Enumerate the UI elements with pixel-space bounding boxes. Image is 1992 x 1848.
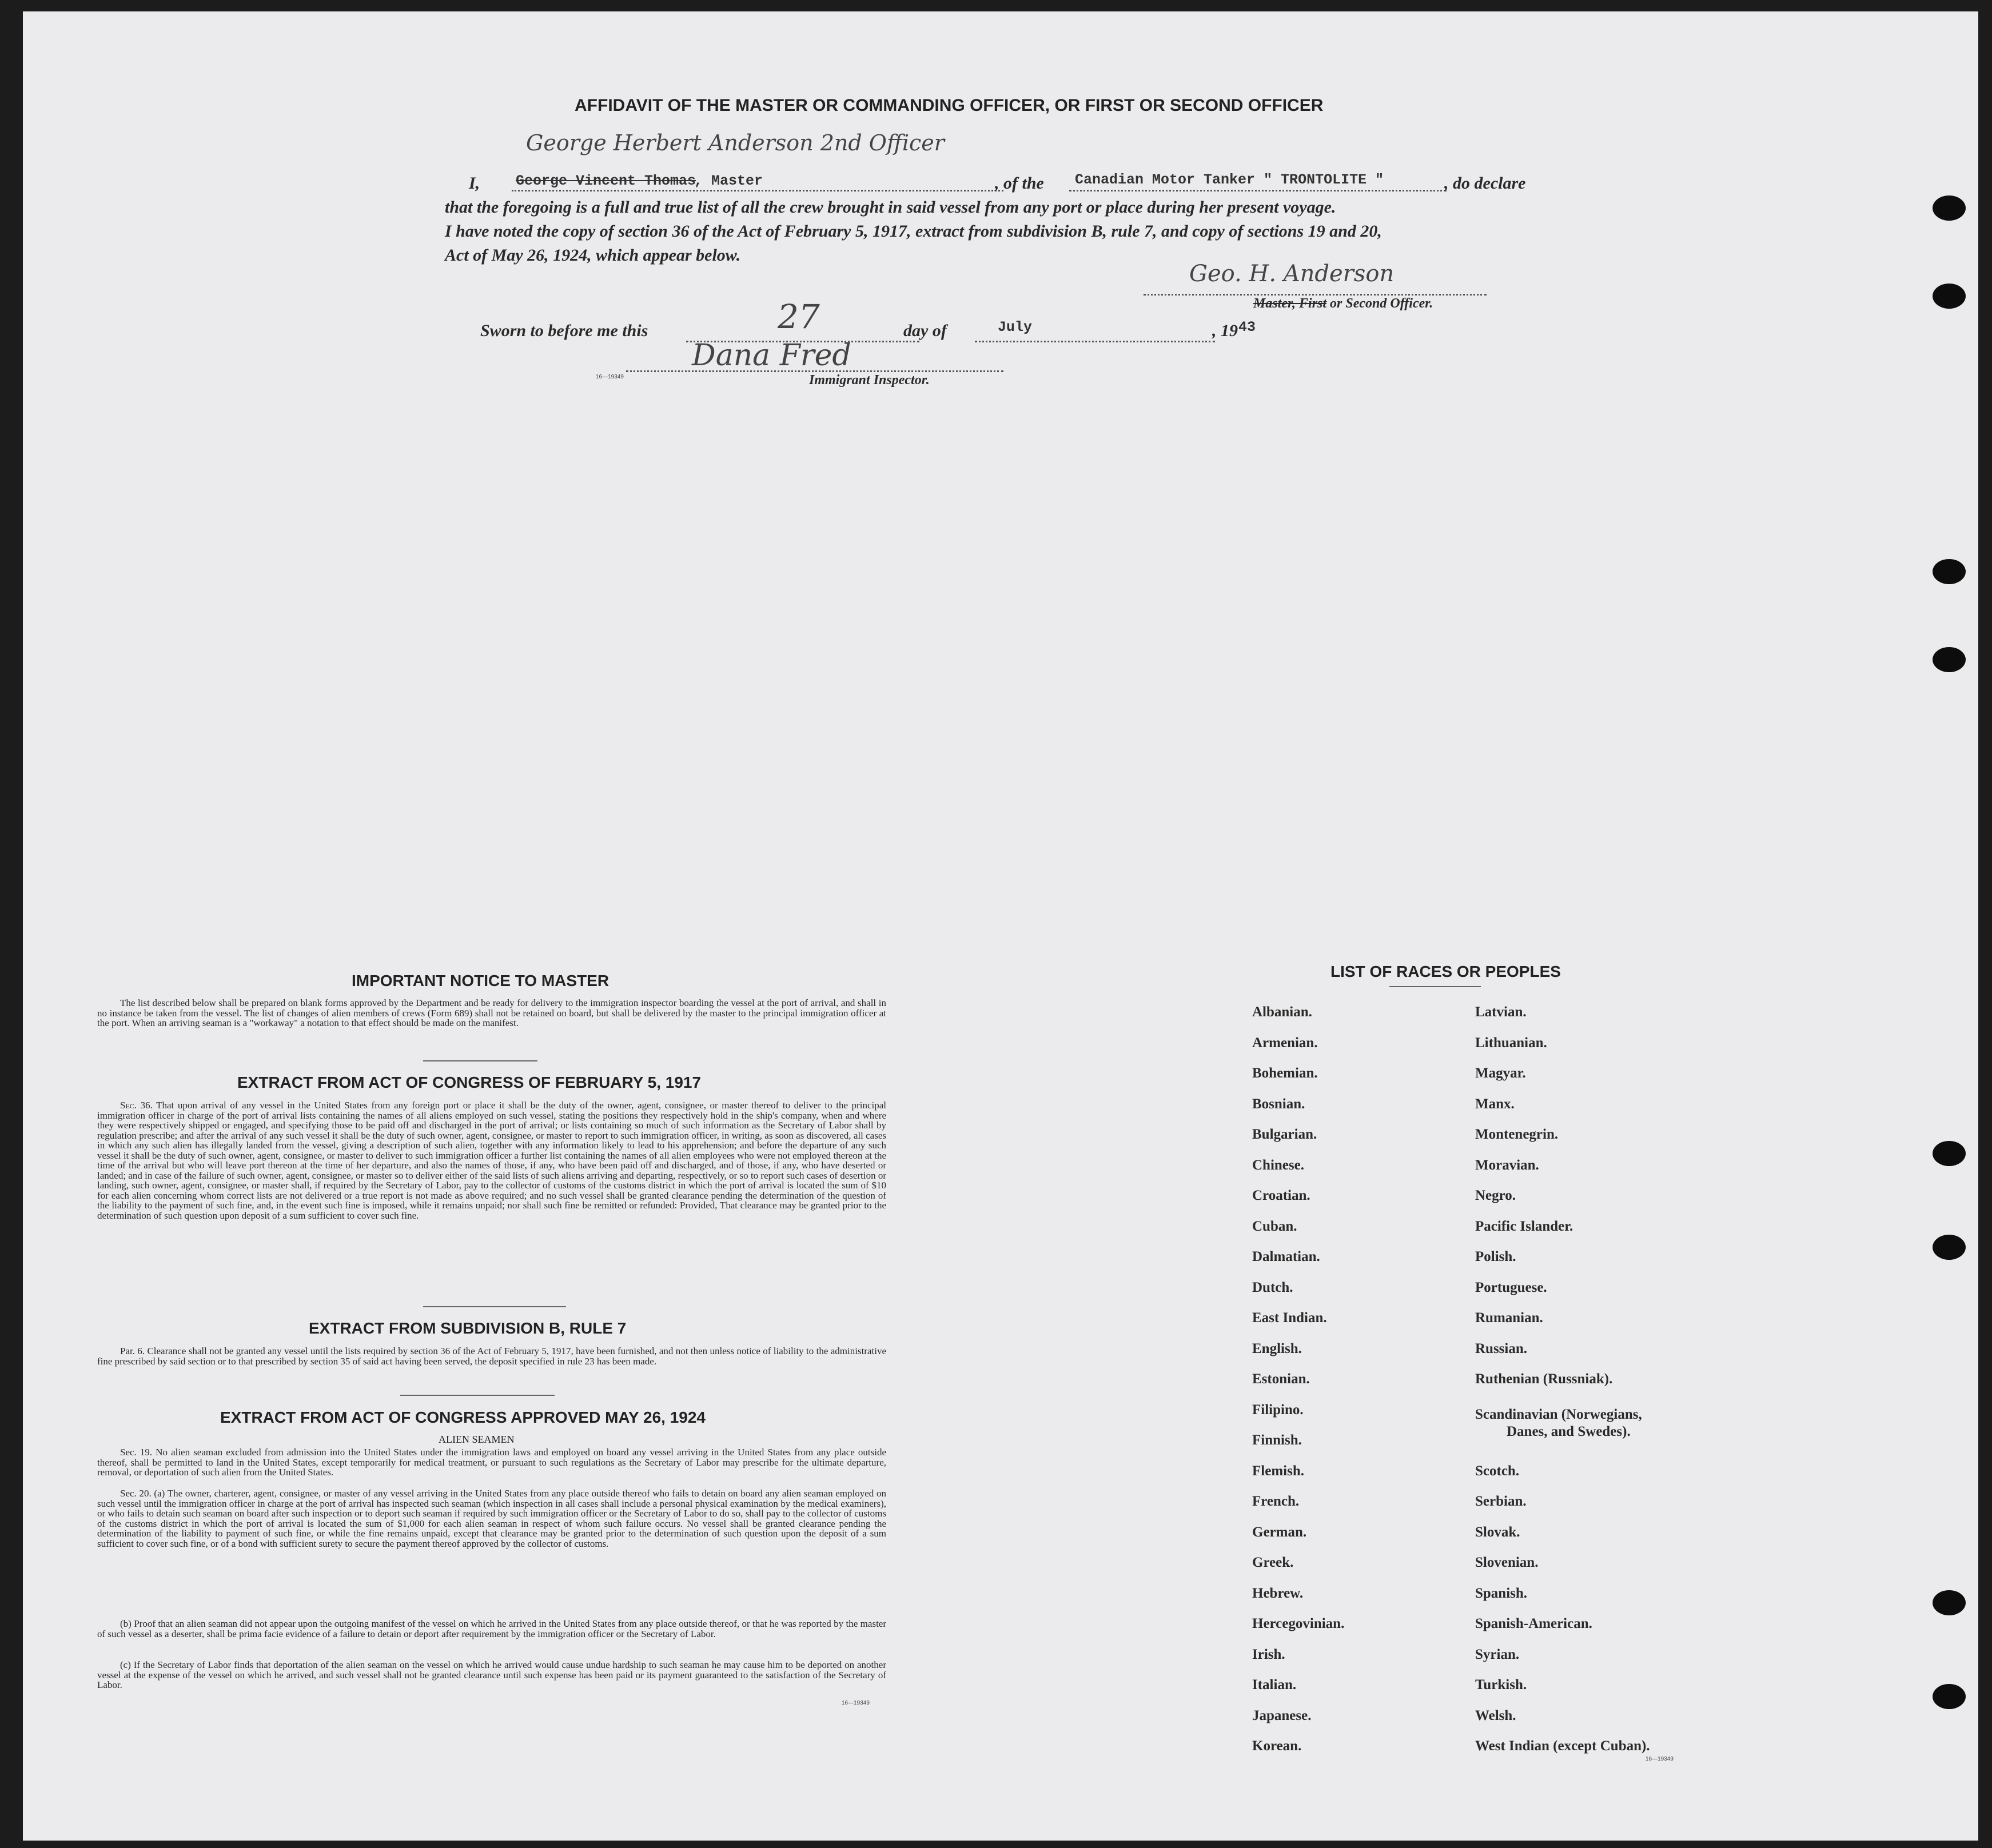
race-item: French. xyxy=(1252,1494,1300,1509)
do-declare-label: , do declare xyxy=(1444,174,1526,193)
sec-36-text: That upon arrival of any vessel in the United States from any foreign port or place it shall be the duty of the owner, agent, consignee, or master thereof to deliver to the principal immigration officer in charge of the port of arrival lists containing the names of all aliens employed on such vessel, stating the positions they respectively hold in the ship's company, when and where they were respectively shipped or engaged, and specifying those to be paid off and discharged in the port of arrival; or lists containing so much of such information as the Secretary of Labor shall by regulation prescribe; and after the arrival of any such vessel it shall be the duty of such owner, agent, consignee, or master to report to such immigration officer, in writing, as soon as discovered, all cases in which any such alien has illegally landed from the vessel, giving a description of such alien, together with any information likely to lead to his apprehension; and before the departure of any such vessel it shall be the duty of such owner, agent, consignee, or master to deliver to such immigration officer a further list containing the names of all alien employees who were not employed thereon at the time of the arrival but who will leave port thereon at the time of her departure, and also the names of those, if any, who have been paid off and discharged, and of those, if any, who have deserted or landed; and in case of the failure of such owner, agent, consignee, or master so to deliver either of the said lists of such aliens arriving and departing, respectively, or so to report such cases of desertion or landing, such owner, agent, consignee, or master shall, if required by the Secretary of Labor, pay to the collector of customs of the customs district in which the port of arrival is located the sum of $10 for each alien concerning whom correct lists are not delivered or a true report is not made as above required; and no such vessel shall be granted clearance pending the determination of the question of the liability to the payment of such fine, and, in the event such fine is imposed, while it remains unpaid; nor shall such fine be remitted or refunded: Provided, That clearance may be granted prior to the determination of such question upon deposit of a sum sufficient to cover such fine. xyxy=(97,1100,886,1221)
divider xyxy=(423,1306,566,1307)
vessel-dotted-line xyxy=(1069,190,1447,191)
race-item: Turkish. xyxy=(1475,1677,1527,1693)
sec-36-label: Sec. 36. xyxy=(120,1100,153,1111)
race-item: Irish. xyxy=(1252,1646,1285,1662)
race-item: Negro. xyxy=(1475,1188,1516,1203)
typed-master-role: , Master xyxy=(694,173,763,189)
punch-hole xyxy=(1933,1141,1966,1166)
alien-seamen-subtitle: ALIEN SEAMEN xyxy=(439,1434,515,1445)
punch-hole xyxy=(1933,559,1966,584)
form-number: 16—19349 xyxy=(596,374,624,380)
notice-title: IMPORTANT NOTICE TO MASTER xyxy=(352,972,609,989)
race-item: Scandinavian (Norwegians, xyxy=(1475,1406,1642,1422)
inspector-signature: Dana Fred xyxy=(692,338,851,373)
race-item: Albanian. xyxy=(1252,1004,1312,1020)
act-1917-text xyxy=(97,1100,886,1220)
sec-19-text: Sec. 19. No alien seaman excluded from admission into the United States under the immigration laws and employed on board any vessel arriving in the United States from any place outside thereof, shall be permitted to land in the United States, except temporarily for medical treatment, or pursuant to such regulations as the Secretary of Labor may prescribe for the ultimate departure, removal, or deportation of such alien from the United States. xyxy=(97,1447,886,1478)
race-item: Hercegovinian. xyxy=(1252,1616,1345,1631)
race-item: Montenegrin. xyxy=(1475,1127,1559,1142)
race-item: Magyar. xyxy=(1475,1065,1526,1081)
race-item: Ruthenian (Russniak). xyxy=(1475,1371,1613,1387)
race-item: Dalmatian. xyxy=(1252,1249,1320,1264)
race-item: Manx. xyxy=(1475,1096,1515,1112)
race-item: Moravian. xyxy=(1475,1157,1539,1173)
punch-hole xyxy=(1933,1590,1966,1615)
officer-signature: Geo. H. Anderson xyxy=(1189,261,1395,287)
race-item: Bulgarian. xyxy=(1252,1127,1317,1142)
form-number: 16—19349 xyxy=(1646,1756,1674,1762)
race-item: Armenian. xyxy=(1252,1035,1318,1051)
sec-20c-text: (c) If the Secretary of Labor finds that deportation of the alien seaman on the vessel on which he arrived would cause undue hardship to such seaman he may cause him to be deported on another vessel at the expense of the vessel on which he arrived, and such vessel shall not be granted clearance until such expense has been paid or its payment guaranteed to the satisfaction of the Secretary of Labor. xyxy=(97,1659,886,1690)
affidavit-line-2: that the foregoing is a full and true list of all the crew brought in said vessel from any port or place during her present voyage. xyxy=(445,198,1336,217)
day-of-label: day of xyxy=(903,321,947,340)
signature-dotted-line xyxy=(1144,294,1487,296)
sworn-label: Sworn to before me this xyxy=(480,321,648,340)
divider xyxy=(1389,986,1481,987)
race-item: Serbian. xyxy=(1475,1494,1527,1509)
document-page xyxy=(23,11,1978,1841)
race-item: Croatian. xyxy=(1252,1188,1310,1203)
race-item: Spanish-American. xyxy=(1475,1616,1592,1631)
race-item: West Indian (except Cuban). xyxy=(1475,1738,1650,1754)
typed-master-name: George Vincent Thomas xyxy=(516,173,696,189)
race-item: Chinese. xyxy=(1252,1157,1304,1173)
inspector-label: Immigrant Inspector. xyxy=(809,373,930,388)
affidavit-title: AFFIDAVIT OF THE MASTER OR COMMANDING OFFICER, OR FIRST OR SECOND OFFICER xyxy=(575,96,1324,115)
race-item: Korean. xyxy=(1252,1738,1302,1754)
race-item: Spanish. xyxy=(1475,1585,1528,1601)
race-item: Hebrew. xyxy=(1252,1585,1304,1601)
race-item: Scotch. xyxy=(1475,1463,1520,1479)
punch-hole xyxy=(1933,647,1966,672)
race-item: Slovenian. xyxy=(1475,1555,1539,1570)
notice-text: The list described below shall be prepared on blank forms approved by the Department and be ready for delivery to the immigration inspector boarding the vessel at the port of arrival, and shall in no instance be taken from the vessel. The list of changes of alien members of crews (Form 689) shall not be retained on board, but shall be delivered by the master to the principal immigration officer at the port. When an arriving seaman is a "workaway" a notation to that effect should be made on the manifest. xyxy=(97,997,886,1028)
race-item: English. xyxy=(1252,1340,1302,1356)
act-1917-title: EXTRACT FROM ACT OF CONGRESS OF FEBRUARY 5, 1917 xyxy=(237,1073,702,1091)
act-1924-title: EXTRACT FROM ACT OF CONGRESS APPROVED MAY 26, 1924 xyxy=(220,1408,706,1426)
race-item: Greek. xyxy=(1252,1555,1294,1570)
officer-title xyxy=(1253,296,1433,312)
officer-title-struck: Master, First xyxy=(1253,296,1327,311)
race-item: Welsh. xyxy=(1475,1707,1516,1723)
race-item: Filipino. xyxy=(1252,1402,1304,1418)
race-item: German. xyxy=(1252,1524,1307,1540)
race-item: Japanese. xyxy=(1252,1707,1312,1723)
month-dotted-line xyxy=(975,341,1215,342)
inspector-dotted-line xyxy=(626,370,1003,372)
race-item: East Indian. xyxy=(1252,1310,1327,1326)
affidavit-i-label: I, xyxy=(469,174,480,193)
race-item: Finnish. xyxy=(1252,1432,1302,1448)
race-item: Russian. xyxy=(1475,1340,1528,1356)
officer-title-rest: or Second Officer. xyxy=(1326,296,1433,311)
race-item: Latvian. xyxy=(1475,1004,1527,1020)
affidavit-line-4: Act of May 26, 1924, which appear below. xyxy=(445,246,741,265)
race-item: Syrian. xyxy=(1475,1646,1520,1662)
handwritten-officer-name: George Herbert Anderson 2nd Officer xyxy=(526,130,945,155)
punch-hole xyxy=(1933,1235,1966,1260)
punch-hole xyxy=(1933,1684,1966,1709)
divider xyxy=(423,1060,537,1061)
sec-20a-text: Sec. 20. (a) The owner, charterer, agent, consignee, or master of any vessel arriving in the United States from any place outside thereof who fails to detain on board any alien seaman employed on such vessel until the immigration officer in charge at the port of arrival has inspected such seaman (which inspection in all cases shall include a personal physical examination by the medical examiners), or who fails to detain such seaman on board after such inspection or to deport such seaman if required by such immigration officer or the Secretary of Labor to do so, shall pay to the collector of customs of the customs district in which the port of arrival is located the sum of $1,000 for each alien seaman in respect of whom such failure occurs. No vessel shall be granted clearance pending the determination of the liability to payment of such fine, or while the fine remains unpaid, except that clearance may be granted prior to the determination of such question upon the deposit of a sum sufficient to cover such fine, or of a bond with sufficient surety to secure the payment thereof approved by the collector of customs. xyxy=(97,1488,886,1549)
divider xyxy=(400,1395,555,1396)
race-item: Bohemian. xyxy=(1252,1065,1318,1081)
race-item: Rumanian. xyxy=(1475,1310,1543,1326)
sworn-year: 43 xyxy=(1238,319,1256,336)
sworn-day: 27 xyxy=(778,297,820,336)
race-item: Bosnian. xyxy=(1252,1096,1305,1112)
rule-7-text: Par. 6. Clearance shall not be granted any vessel until the lists required by section 36 of the Act of February 5, 1917, have been furnished, and not then unless notice of liability to the administrative fine prescribed by said section or to that prescribed by section 35 of said act having been served, the deposit specified in rule 23 has been made. xyxy=(97,1346,886,1367)
race-item: Portuguese. xyxy=(1475,1279,1547,1295)
sworn-month: July xyxy=(998,319,1033,336)
of-the-label: , of the xyxy=(995,174,1044,193)
year-prefix: , 19 xyxy=(1212,321,1238,340)
sec-20b-text: (b) Proof that an alien seaman did not appear upon the outgoing manifest of the vessel on which he arrived in the United States from any place outside thereof, or that he was reported by the master of such vessel as a deserter, shall be prima facie evidence of a failure to detain or deport after requirement by the immigration officer or the Secretary of Labor. xyxy=(97,1618,886,1639)
race-item: Polish. xyxy=(1475,1249,1516,1264)
vessel-name: Canadian Motor Tanker " TRONTOLITE " xyxy=(1075,171,1384,188)
race-item: Lithuanian. xyxy=(1475,1035,1547,1051)
punch-hole xyxy=(1933,195,1966,221)
race-item: Pacific Islander. xyxy=(1475,1218,1573,1234)
race-item: Italian. xyxy=(1252,1677,1297,1693)
race-item: Danes, and Swedes). xyxy=(1507,1423,1631,1439)
form-number: 16—19349 xyxy=(842,1700,870,1706)
rule-7-title: EXTRACT FROM SUBDIVISION B, RULE 7 xyxy=(309,1319,627,1337)
race-item: Slovak. xyxy=(1475,1524,1520,1540)
affidavit-line-3: I have noted the copy of section 36 of the Act of February 5, 1917, extract from subdivision B, rule 7, and copy of sections 19 and 20, xyxy=(445,222,1382,241)
race-item: Cuban. xyxy=(1252,1218,1297,1234)
races-title: LIST OF RACES OR PEOPLES xyxy=(1330,963,1561,980)
race-item: Estonian. xyxy=(1252,1371,1310,1387)
name-dotted-line xyxy=(512,190,1003,191)
race-item: Dutch. xyxy=(1252,1279,1293,1295)
punch-hole xyxy=(1933,284,1966,309)
race-item: Flemish. xyxy=(1252,1463,1304,1479)
